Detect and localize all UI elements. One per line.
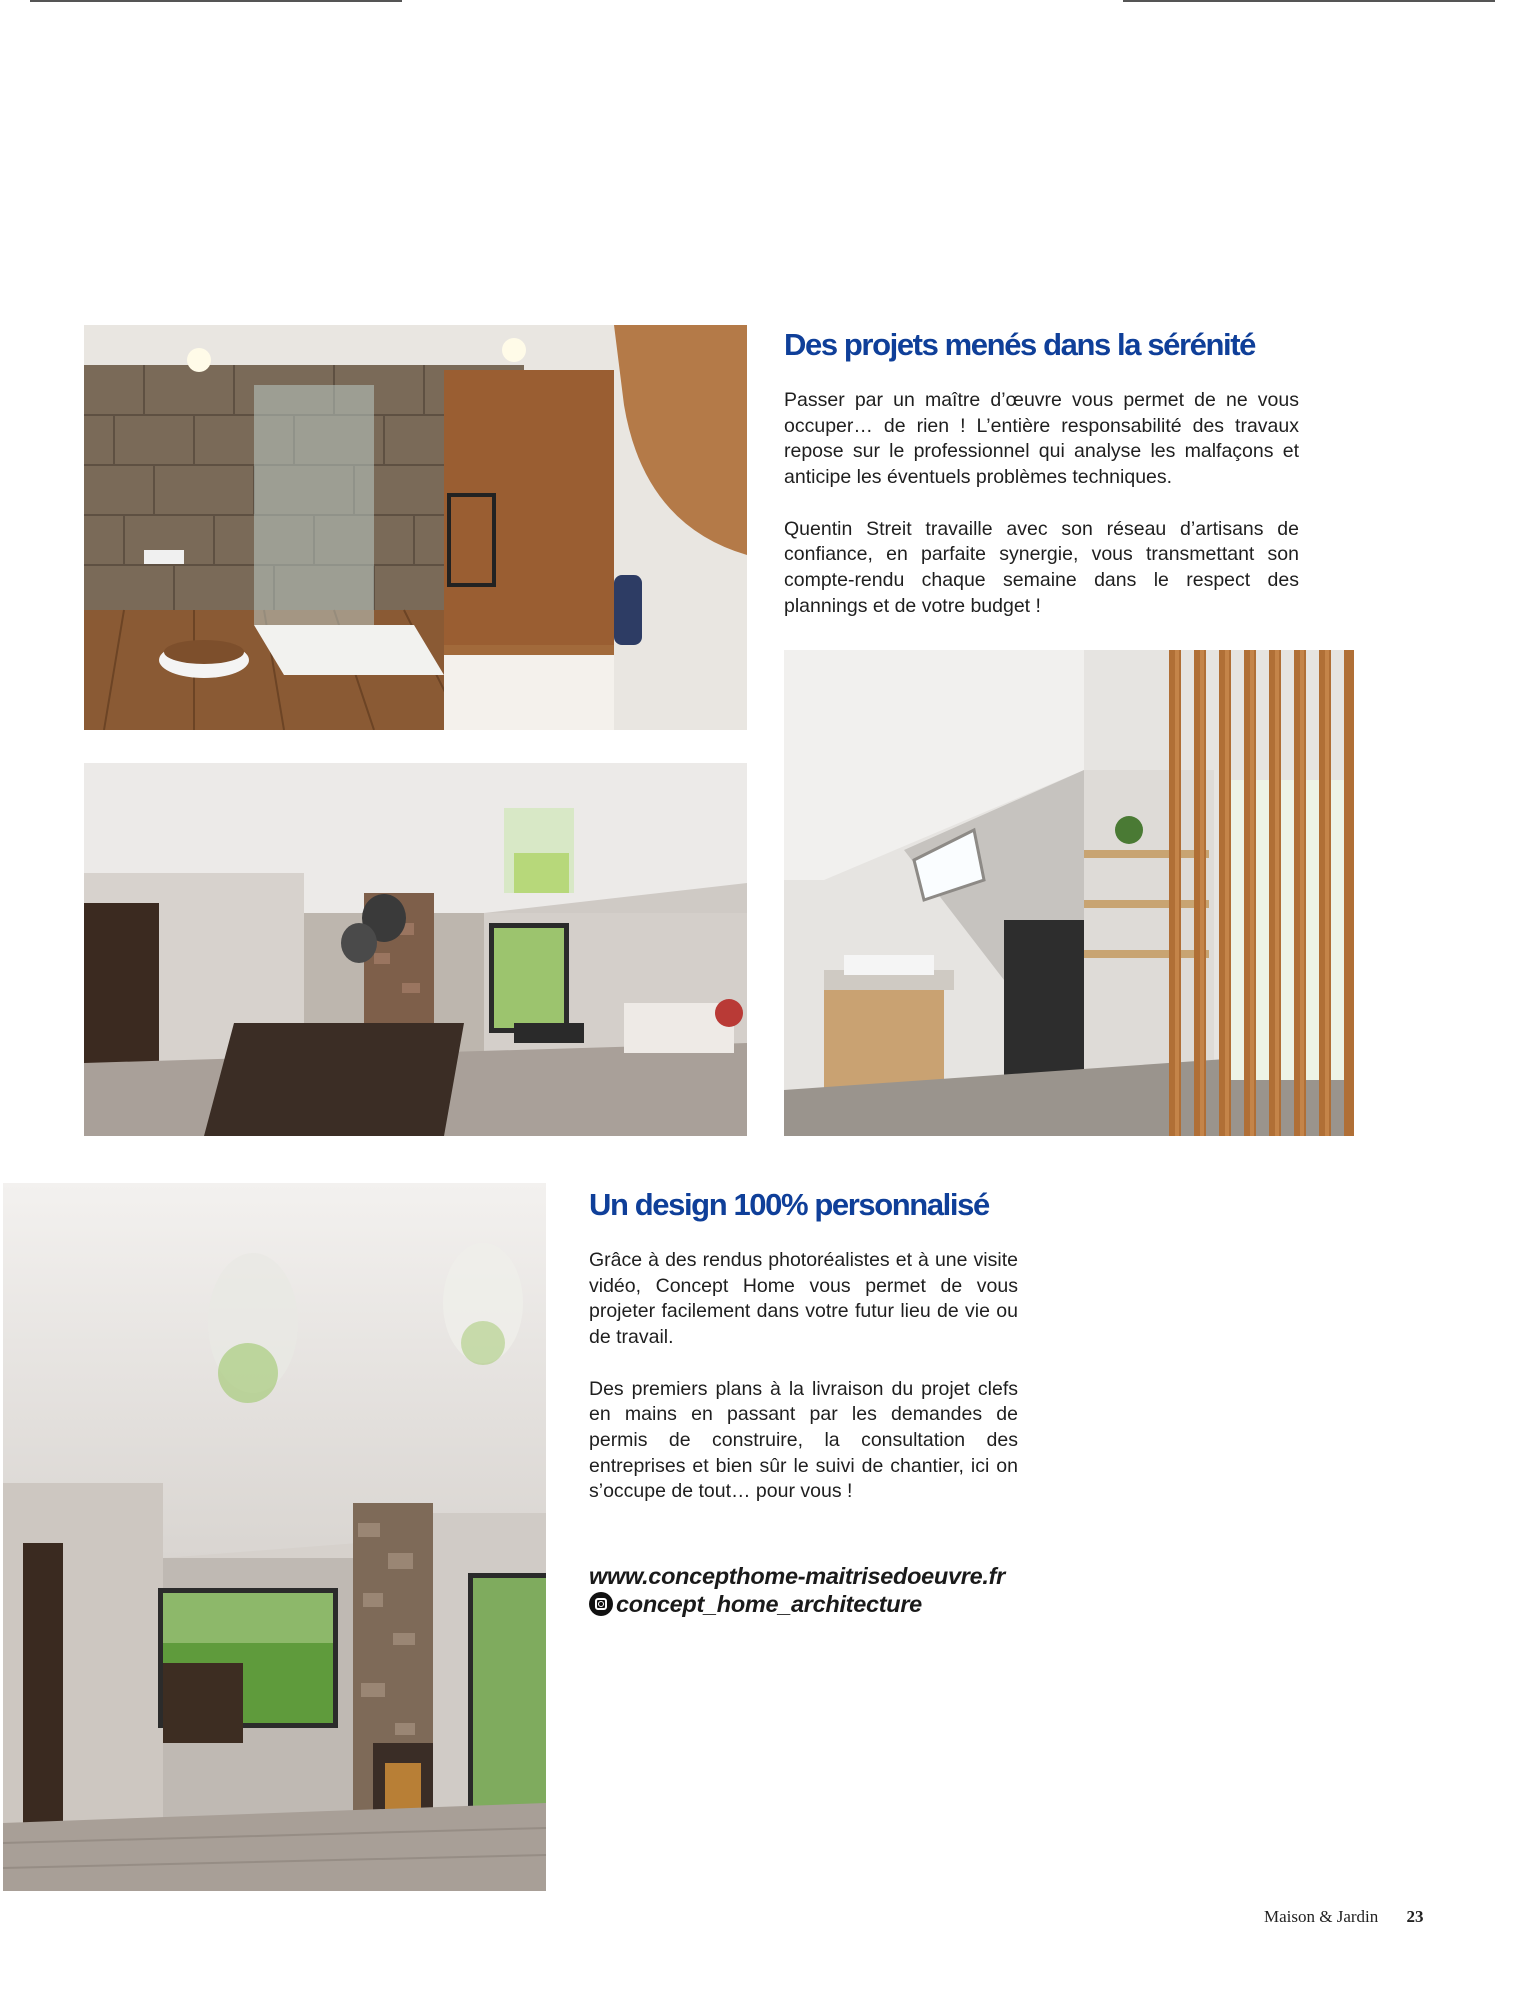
photo-living-room (84, 763, 747, 1136)
page-number: 23 (1406, 1907, 1424, 1926)
section2-paragraph-2: Des premiers plans à la livraison du projet clefs en mains en passant par les demandes de permis de construire, la consultation des entreprises et bien sûr le suivi de chantier, ici on s’occupe de tout… pour vous ! (589, 1377, 1018, 1503)
section2-title: Un design 100% personnalisé (589, 1187, 989, 1222)
website-text: www.concepthome-maitrisedoeuvre.fr (589, 1563, 1005, 1589)
photo-bathroom (84, 325, 747, 730)
section2-body (589, 1248, 1018, 1505)
section1-paragraph-2: Quentin Streit travaille avec son réseau d’artisans de confiance, en parfaite synergie, vous transmettant son compte-rendu chaque semaine dans le respect des plannings et de votre budget ! (784, 517, 1299, 617)
section2-paragraph-1: Grâce à des rendus photoréalistes et à une visite vidéo, Concept Home vous permet de vous projeter facilement dans votre futur lieu de vie ou de travail. (589, 1249, 1018, 1349)
instagram-handle: concept_home_architecture (616, 1591, 922, 1617)
contact-links (589, 1562, 1005, 1618)
photo-fireplace-interior (3, 1183, 546, 1891)
section1-paragraph-1: Passer par un maître d’œuvre vous permet de ne vous occuper… de rien ! L’entière responsabilité des travaux repose sur le professionnel qui analyse les malfaçons et anticipe les éventuels problèmes techniques. (784, 389, 1299, 489)
top-rule-left (30, 0, 402, 2)
publication-name: Maison & Jardin (1264, 1907, 1379, 1926)
section1-body (784, 388, 1299, 619)
photo-attic-bathroom (784, 650, 1354, 1136)
instagram-link[interactable] (589, 1590, 1005, 1618)
website-link[interactable] (589, 1562, 1005, 1590)
section1-title: Des projets menés dans la sérénité (784, 327, 1256, 362)
page-footer (1264, 1907, 1424, 1927)
instagram-icon (589, 1592, 613, 1616)
top-rule-right (1123, 0, 1495, 2)
